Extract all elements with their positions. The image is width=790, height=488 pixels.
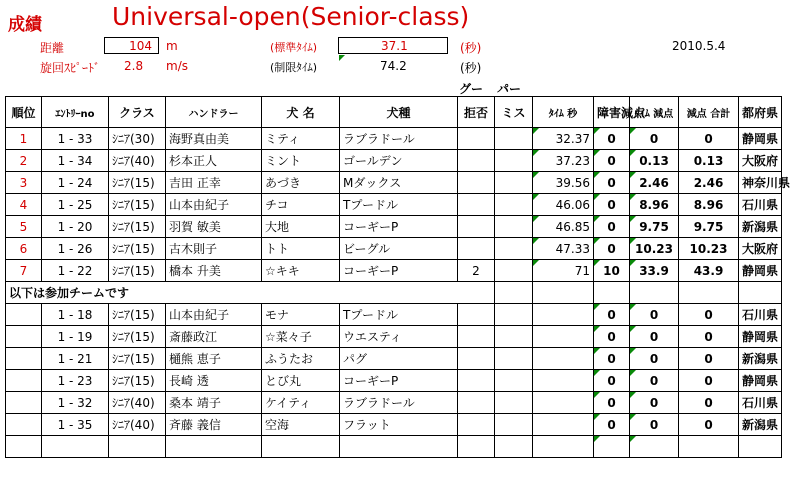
handler-cell: 樋熊 恵子 [166,348,262,370]
obstacle-penalty-cell: 0 [594,414,630,436]
speed-label: 旋回ｽﾋﾟｰﾄﾞ [40,61,101,75]
goo-label: グー [459,82,484,96]
total-penalty-cell: 0 [679,392,739,414]
entry-cell: 1 - 35 [42,414,109,436]
class-cell: ｼﾆｱ(15) [109,260,166,282]
entry-cell: 1 - 24 [42,172,109,194]
time-penalty-cell: 10.23 [630,238,679,260]
handler-cell: 桑本 靖子 [166,392,262,414]
time-penalty-cell: 0 [630,414,679,436]
time-penalty-cell: 8.96 [630,194,679,216]
green-marker-icon [630,370,636,376]
limit-time-label: (制限ﾀｲﾑ) [270,61,318,74]
handler-cell: 古木則子 [166,238,262,260]
rank-cell: 4 [6,194,42,216]
empty-cell [6,436,42,458]
empty-cell [495,282,533,304]
speed-value: 2.8 [124,59,144,73]
obstacle-penalty-cell: 0 [594,150,630,172]
green-marker-icon [594,436,600,442]
entry-cell: 1 - 21 [42,348,109,370]
table-row [6,260,782,282]
prefecture-cell: 新潟県 [739,414,782,436]
total-penalty-cell: 9.75 [679,216,739,238]
participant-note: 以下は参加チームです [6,282,262,304]
green-marker-icon [630,150,636,156]
miss-cell [495,326,533,348]
green-marker-icon [630,238,636,244]
miss-cell [495,194,533,216]
breed-cell: コーギーP [340,260,458,282]
breed-cell: パグ [340,348,458,370]
time-penalty-cell: 33.9 [630,260,679,282]
par-label: パー [497,82,522,96]
time-penalty-cell: 0 [630,370,679,392]
miss-cell [495,348,533,370]
class-cell: ｼﾆｱ(40) [109,150,166,172]
green-marker-icon [594,370,600,376]
table-row [6,172,782,194]
breed-cell: コーギーP [340,370,458,392]
green-marker-icon [594,326,600,332]
time-penalty-cell: 2.46 [630,172,679,194]
empty-cell [109,436,166,458]
dog-name-cell: トト [262,238,340,260]
refusal-cell [458,150,495,172]
time-cell: 47.33 [533,238,594,260]
results-body [6,128,790,458]
green-marker-icon [594,172,600,178]
time-penalty-cell: 0 [630,326,679,348]
std-time-unit: (秒) [460,41,482,55]
column-header: 都府県 [739,97,782,128]
time-penalty-cell: 0 [630,392,679,414]
rank-cell [6,326,42,348]
dog-name-cell: ☆キキ [262,260,340,282]
green-marker-icon [630,304,636,310]
empty-cell [679,436,739,458]
total-penalty-cell: 0 [679,326,739,348]
empty-cell [739,436,782,458]
refusal-cell [458,238,495,260]
empty-cell [739,282,782,304]
time-penalty-cell: 9.75 [630,216,679,238]
std-time-value: 37.1 [381,39,408,53]
time-cell: 46.85 [533,216,594,238]
time-cell [533,414,594,436]
breed-cell: ゴールデン [340,150,458,172]
class-cell: ｼﾆｱ(15) [109,238,166,260]
entry-cell: 1 - 33 [42,128,109,150]
green-marker-icon [533,172,539,178]
dog-name-cell: ミティ [262,128,340,150]
dog-name-cell: モナ [262,304,340,326]
handler-cell: 長崎 透 [166,370,262,392]
column-header: クラス [109,97,166,128]
class-cell: ｼﾆｱ(15) [109,194,166,216]
column-header: 拒否 [458,97,495,128]
miss-cell [495,128,533,150]
time-cell: 71 [533,260,594,282]
empty-cell [533,436,594,458]
breed-cell: ビーグル [340,238,458,260]
class-cell: ｼﾆｱ(30) [109,128,166,150]
rank-cell [6,304,42,326]
prefecture-cell: 静岡県 [739,128,782,150]
refusal-cell: 2 [458,260,495,282]
column-header: 減点 合計 [679,97,739,128]
rank-cell [6,414,42,436]
green-marker-icon [630,216,636,222]
green-marker-icon [594,194,600,200]
obstacle-penalty-cell: 0 [594,392,630,414]
handler-cell: 橋本 升美 [166,260,262,282]
table-row [6,194,782,216]
handler-cell: 山本由紀子 [166,194,262,216]
refusal-cell [458,414,495,436]
time-penalty-cell: 0 [630,304,679,326]
miss-cell [495,370,533,392]
green-marker-icon [630,128,636,134]
entry-cell: 1 - 20 [42,216,109,238]
handler-cell: 斉藤 義信 [166,414,262,436]
green-marker-icon [594,216,600,222]
total-penalty-cell: 0.13 [679,150,739,172]
green-marker-icon [533,150,539,156]
results-label: 成績 [8,15,42,35]
obstacle-penalty-cell: 10 [594,260,630,282]
miss-cell [495,216,533,238]
table-row [6,348,782,370]
total-penalty-cell: 43.9 [679,260,739,282]
rank-cell: 7 [6,260,42,282]
time-cell [533,348,594,370]
obstacle-penalty-cell: 0 [594,216,630,238]
prefecture-cell: 神奈川県 [739,172,782,194]
entry-cell: 1 - 26 [42,238,109,260]
breed-cell: ラブラドール [340,128,458,150]
obstacle-penalty-cell: 0 [594,370,630,392]
total-penalty-cell: 0 [679,348,739,370]
refusal-cell [458,370,495,392]
empty-cell [594,282,630,304]
green-marker-icon [594,260,600,266]
total-penalty-cell: 10.23 [679,238,739,260]
time-cell: 39.56 [533,172,594,194]
refusal-cell [458,128,495,150]
obstacle-penalty-cell: 0 [594,326,630,348]
rank-cell [6,392,42,414]
prefecture-cell: 石川県 [739,194,782,216]
rank-cell: 5 [6,216,42,238]
green-marker-icon [533,238,539,244]
prefecture-cell: 大阪府 [739,238,782,260]
column-header: ﾀｲﾑ 減点 [630,97,679,128]
breed-cell: Tプードル [340,194,458,216]
column-header: 犬種 [340,97,458,128]
empty-row [6,436,782,458]
limit-time-value: 74.2 [380,59,407,73]
empty-cell [630,282,679,304]
event-date: 2010.5.4 [672,39,726,53]
class-cell: ｼﾆｱ(15) [109,216,166,238]
empty-cell [458,436,495,458]
distance-box [104,37,159,54]
empty-cell [495,436,533,458]
empty-cell [340,282,458,304]
green-marker-icon [594,150,600,156]
green-marker-icon [630,260,636,266]
empty-cell [262,282,340,304]
total-penalty-cell: 0 [679,414,739,436]
dog-name-cell: チコ [262,194,340,216]
handler-cell: 吉田 正幸 [166,172,262,194]
obstacle-penalty-cell: 0 [594,304,630,326]
rank-cell [6,348,42,370]
rank-cell [6,370,42,392]
column-header: 犬 名 [262,97,340,128]
prefecture-cell: 石川県 [739,392,782,414]
green-marker-icon [630,414,636,420]
total-penalty-cell: 0 [679,304,739,326]
dog-name-cell: あづき [262,172,340,194]
class-cell: ｼﾆｱ(15) [109,304,166,326]
class-cell: ｼﾆｱ(15) [109,370,166,392]
breed-cell: ラブラドール [340,392,458,414]
breed-cell: Mダックス [340,172,458,194]
class-cell: ｼﾆｱ(40) [109,414,166,436]
prefecture-cell: 静岡県 [739,326,782,348]
time-cell: 37.23 [533,150,594,172]
time-cell [533,304,594,326]
limit-time-unit: (秒) [460,61,482,75]
time-cell: 32.37 [533,128,594,150]
refusal-cell [458,304,495,326]
dog-name-cell: 空海 [262,414,340,436]
miss-cell [495,172,533,194]
prefecture-cell: 新潟県 [739,348,782,370]
green-marker-icon [630,172,636,178]
breed-cell: ウエスティ [340,326,458,348]
time-cell [533,392,594,414]
prefecture-cell: 大阪府 [739,150,782,172]
prefecture-cell: 新潟県 [739,216,782,238]
column-header: 障害減点 [594,97,630,128]
distance-label: 距離 [40,41,65,55]
time-cell [533,370,594,392]
empty-cell [458,282,495,304]
handler-cell: 杉本正人 [166,150,262,172]
time-penalty-cell: 0.13 [630,150,679,172]
empty-cell [262,436,340,458]
breed-cell: コーギーP [340,216,458,238]
time-cell [533,326,594,348]
breed-cell: フラット [340,414,458,436]
table-row [6,304,782,326]
miss-cell [495,414,533,436]
obstacle-penalty-cell: 0 [594,348,630,370]
green-marker-icon [594,348,600,354]
green-marker-icon [594,392,600,398]
empty-cell [533,282,594,304]
green-marker-icon [594,414,600,420]
table-row [6,370,782,392]
breed-cell: Tプードル [340,304,458,326]
green-marker-icon [533,260,539,266]
table-row [6,238,782,260]
speed-unit: m/s [166,59,188,73]
empty-cell [594,436,630,458]
table-row [6,128,782,150]
refusal-cell [458,216,495,238]
empty-cell [679,282,739,304]
table-row [6,150,782,172]
dog-name-cell: 大地 [262,216,340,238]
rank-cell: 3 [6,172,42,194]
green-marker-icon [630,436,636,442]
refusal-cell [458,392,495,414]
entry-cell: 1 - 32 [42,392,109,414]
total-penalty-cell: 8.96 [679,194,739,216]
entry-cell: 1 - 19 [42,326,109,348]
refusal-cell [458,348,495,370]
time-penalty-cell: 0 [630,348,679,370]
table-row [6,216,782,238]
refusal-cell [458,326,495,348]
green-marker-icon [630,392,636,398]
header-row [6,97,782,128]
page-title: Universal-open(Senior-class) [112,2,470,31]
total-penalty-cell: 2.46 [679,172,739,194]
dog-name-cell: ミント [262,150,340,172]
entry-cell: 1 - 25 [42,194,109,216]
entry-cell: 1 - 18 [42,304,109,326]
prefecture-cell: 静岡県 [739,260,782,282]
dog-name-cell: ケイティ [262,392,340,414]
column-header: ハンドラー [166,97,262,128]
obstacle-penalty-cell: 0 [594,238,630,260]
dog-name-cell: ☆菜々子 [262,326,340,348]
miss-cell [495,260,533,282]
table-row [6,392,782,414]
empty-cell [166,436,262,458]
green-marker-icon [594,238,600,244]
miss-cell [495,238,533,260]
distance-unit: m [166,39,178,53]
green-marker-icon [630,348,636,354]
green-marker-icon [594,128,600,134]
empty-cell [340,436,458,458]
time-cell: 46.06 [533,194,594,216]
green-marker-icon [630,326,636,332]
entry-cell: 1 - 22 [42,260,109,282]
total-penalty-cell: 0 [679,128,739,150]
green-marker-icon [339,55,345,61]
green-marker-icon [533,216,539,222]
obstacle-penalty-cell: 0 [594,194,630,216]
class-cell: ｼﾆｱ(15) [109,348,166,370]
handler-cell: 斎藤政江 [166,326,262,348]
empty-cell [42,436,109,458]
miss-cell [495,304,533,326]
obstacle-penalty-cell: 0 [594,172,630,194]
column-header: ﾀｲﾑ 秒 [533,97,594,128]
handler-cell: 海野真由美 [166,128,262,150]
std-time-box [338,37,448,54]
class-cell: ｼﾆｱ(15) [109,172,166,194]
dog-name-cell: とび丸 [262,370,340,392]
distance-value: 104 [129,39,152,53]
miss-cell [495,150,533,172]
column-header: 順位 [6,97,42,128]
dog-name-cell: ふうたお [262,348,340,370]
class-cell: ｼﾆｱ(40) [109,392,166,414]
prefecture-cell: 石川県 [739,304,782,326]
std-time-label: (標準ﾀｲﾑ) [270,41,318,54]
handler-cell: 羽賀 敏美 [166,216,262,238]
miss-cell [495,392,533,414]
obstacle-penalty-cell: 0 [594,128,630,150]
time-penalty-cell: 0 [630,128,679,150]
total-penalty-cell: 0 [679,370,739,392]
entry-cell: 1 - 34 [42,150,109,172]
table-row [6,414,782,436]
prefecture-cell: 静岡県 [739,370,782,392]
entry-cell: 1 - 23 [42,370,109,392]
participant-note-row [6,282,782,304]
green-marker-icon [533,128,539,134]
rank-cell: 6 [6,238,42,260]
green-marker-icon [533,194,539,200]
empty-cell [630,436,679,458]
green-marker-icon [630,194,636,200]
results-table [5,96,790,458]
rank-cell: 2 [6,150,42,172]
rank-cell: 1 [6,128,42,150]
refusal-cell [458,194,495,216]
handler-cell: 山本由紀子 [166,304,262,326]
class-cell: ｼﾆｱ(15) [109,326,166,348]
column-header: ｴﾝﾄﾘｰno [42,97,109,128]
table-row [6,326,782,348]
refusal-cell [458,172,495,194]
green-marker-icon [594,304,600,310]
column-header: ミス [495,97,533,128]
